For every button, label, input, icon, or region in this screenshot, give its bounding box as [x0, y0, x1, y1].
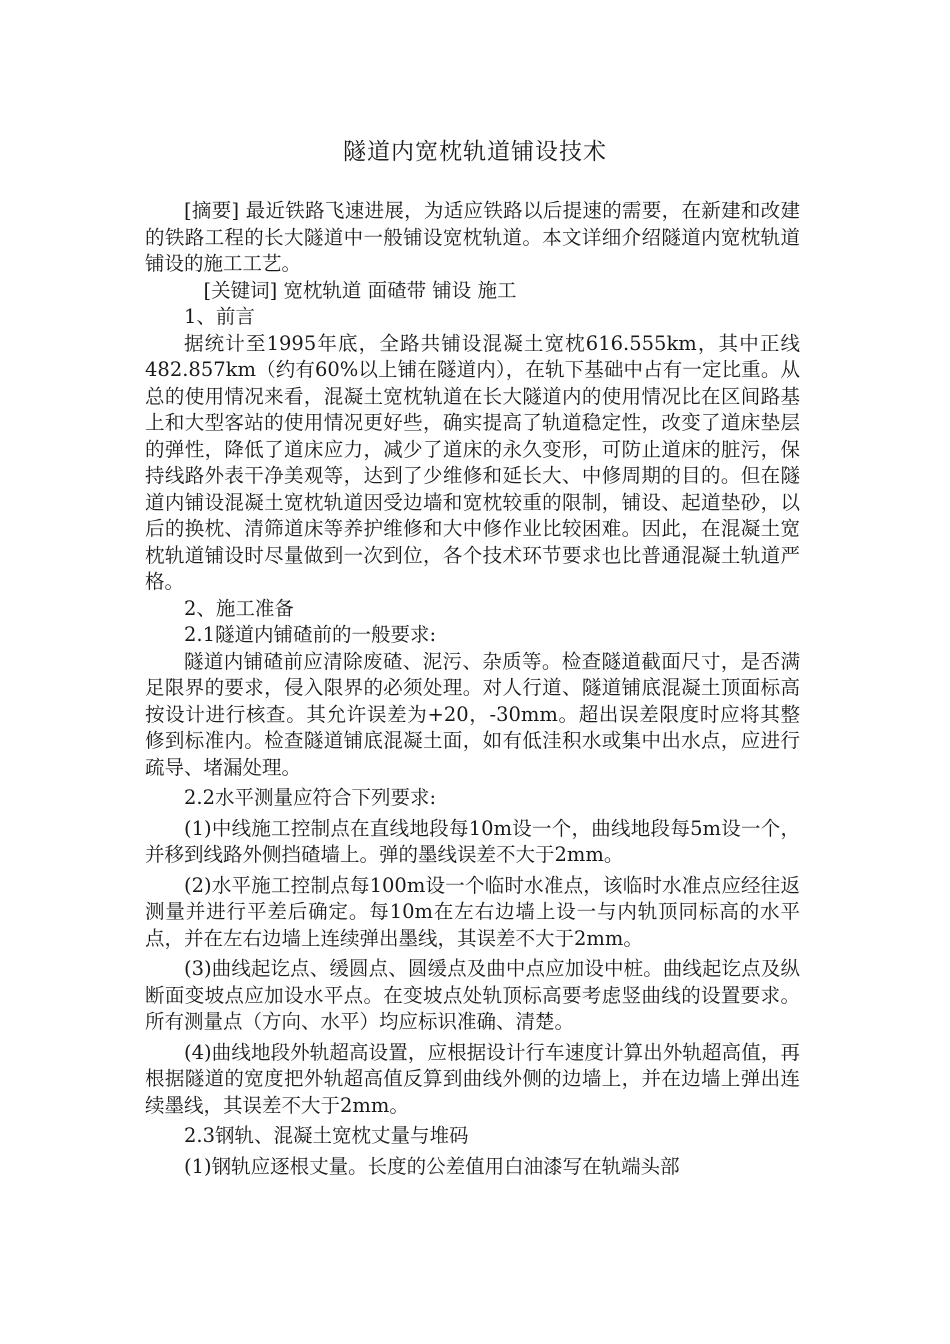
list-item-paragraph: (1)中线施工控制点在直线地段每10m设一个，曲线地段每5m设一个，并移到线路外侧挡碴墙上。弹的墨线误差不大于2mm。: [145, 816, 800, 866]
list-item-paragraph: (4)曲线地段外轨超高设置，应根据设计行车速度计算出外轨超高值，再根据隧道的宽度把外轨超高值反算到曲线外侧的边墙上，并在边墙上弹出连续墨线，其误差不大于2mm。: [145, 1040, 800, 1117]
list-item-paragraph: (1)钢轨应逐根丈量。长度的公差值用白油漆写在轨端头部: [184, 1154, 680, 1178]
keywords-paragraph: [关键词] 宽枕轨道 面碴带 铺设 施工: [203, 278, 517, 302]
list-item-paragraph: (3)曲线起讫点、缓圆点、圆缓点及曲中点应加设中桩。曲线起讫点及纵断面变坡点应加设水平点。在变坡点处轨顶标高要考虑竖曲线的设置要求。所有测量点（方向、水平）均应标识准确、清楚。: [145, 957, 800, 1033]
subsection-heading: 2.1隧道内铺碴前的一般要求:: [184, 623, 437, 646]
document-body: [145, 198, 800, 1180]
subsection-heading: 2.2水平测量应符合下列要求:: [184, 786, 437, 809]
document-title: 隧道内宽枕轨道铺设技术: [343, 139, 607, 165]
subsection-heading: 2.3钢轨、混凝土宽枕丈量与堆码: [184, 1124, 469, 1147]
section-heading: 1、前言: [184, 305, 255, 328]
body-paragraph: 据统计至1995年底，全路共铺设混凝土宽枕616.555km，其中正线482.857km（约有60%以上铺在隧道内），在轨下基础中占有一定比重。从总的使用情况来看，混凝土宽枕轨道在长大隧道内的使用情况比在区间路基上和大型客站的使用情况更好些，确实提高了轨道稳定性，改变了道床垫层的弹性，降低了道床应力，减少了道床的永久变形，可防止道床的脏污，保持线路外表干净美观等，达到了少维修和延长大、中修周期的目的。但在隧道内铺设混凝土宽枕轨道因受边墙和宽枕较重的限制，铺设、起道垫砂，以后的换枕、清筛道床等养护维修和大中修作业比较困难。因此，在混凝土宽枕轨道铺设时尽量做到一次到位，各个技术环节要求也比普通混凝土轨道严格。: [145, 331, 800, 593]
list-item-paragraph: (2)水平施工控制点每100m设一个临时水准点，该临时水准点应经往返测量并进行平差后确定。每10m在左右边墙上设一与内轨顶同标高的水平点，并在左右边墙上连续弹出墨线，其误差不大于2mm。: [145, 873, 800, 950]
abstract-paragraph: [摘要] 最近铁路飞速进展，为适应铁路以后提速的需要，在新建和改建的铁路工程的长大隧道中一般铺设宽枕轨道。本文详细介绍隧道内宽枕轨道铺设的施工工艺。: [145, 199, 800, 275]
body-paragraph: 隧道内铺碴前应清除废碴、泥污、杂质等。检查隧道截面尺寸，是否满足限界的要求，侵入限界的必须处理。对人行道、隧道铺底混凝土顶面标高按设计进行核查。其允许误差为+20，-30mm。超出误差限度时应将其整修到标准内。检查隧道铺底混凝土面，如有低洼积水或集中出水点，应进行疏导、堵漏处理。: [145, 649, 800, 779]
section-heading: 2、施工准备: [184, 596, 294, 620]
